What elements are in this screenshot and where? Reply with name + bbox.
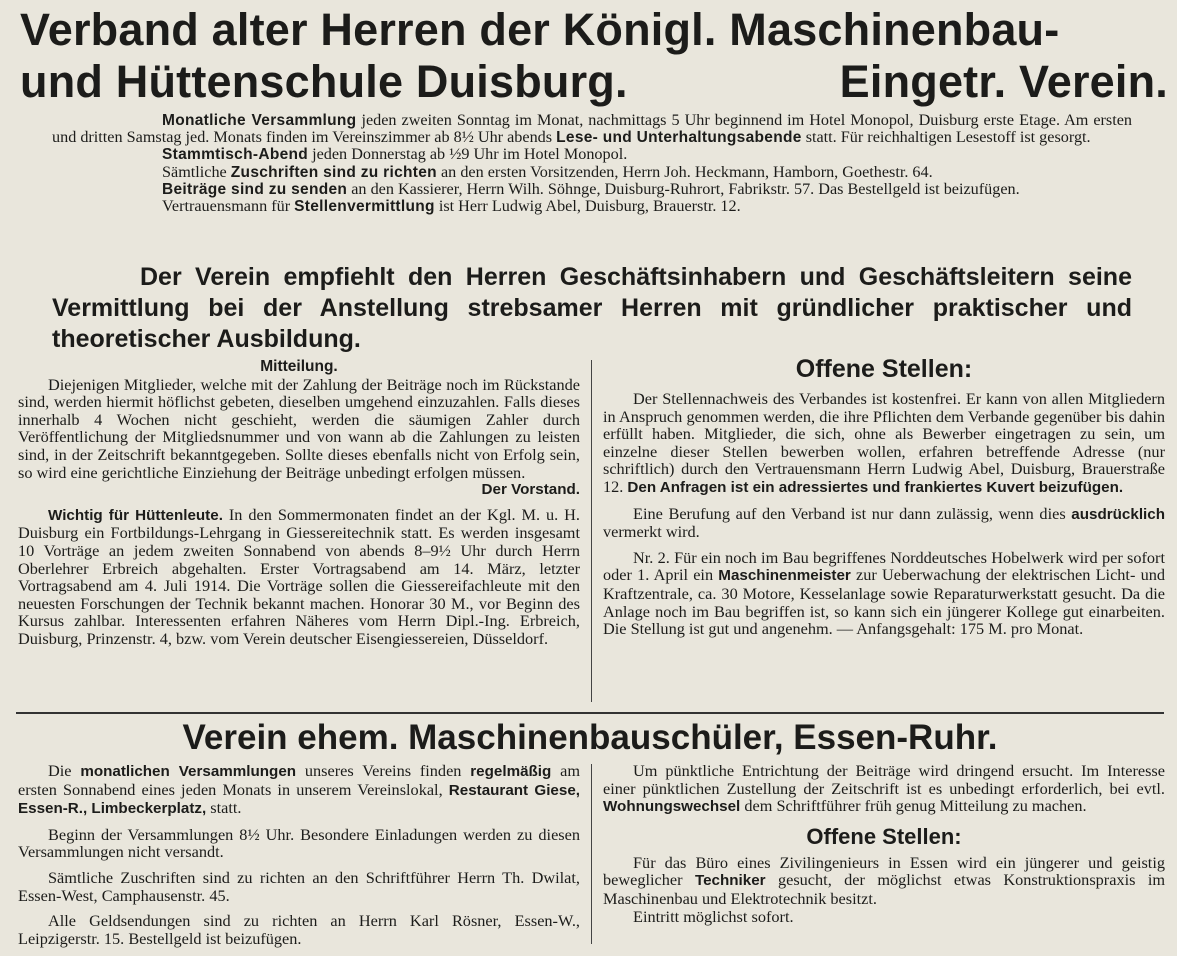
text: Der Stellennachweis des Verbandes ist kostenfrei. Er kann von allen Mitgliedern in Anspruch genommen werden, die ihre Pflichten dem Verbande gegenüber bis dahin erfüllt haben. Mitglieder, die sich, ohne als Bewerber eingetragen zu sein, um einzelne dieser Stellen bewerben wollen, erfahren betreffende Adresse (nur schriftlich) durch den Vertrauensmann Herrn Ludwig Abel, Duisburg, Brauerstraße 12. (603, 389, 1165, 496)
section2-correspondence-paragraph: Sämtliche Zuschriften sind zu richten an den Schriftführer Herrn Th. Dwilat, Essen-West, Camphausenstr. 45. (18, 867, 580, 905)
section2-dues-paragraph (603, 762, 1165, 816)
text: an den ersten Vorsitzenden, Herrn Joh. Heckmann, Hamborn, Goethestr. 64. (436, 162, 933, 181)
job-listing-2 (603, 549, 1165, 638)
signature: Der Vorstand. (481, 481, 580, 499)
title-line-2 (20, 56, 1168, 108)
section2-left-column (18, 762, 580, 947)
text: statt. (206, 798, 242, 818)
recommendation-banner (52, 262, 1132, 355)
bold-text: Lese- und Unterhaltungsabende (556, 129, 802, 147)
positions-intro-paragraph (603, 390, 1165, 497)
text: dem Schriftführer früh genug Mitteilung zu machen. (740, 796, 1087, 816)
right-column (603, 354, 1165, 638)
bold-text: Wohnungswechsel (603, 798, 741, 816)
bold-text: Stellenvermittlung (294, 198, 435, 216)
bold-text: Maschinenmeister (718, 567, 851, 585)
column-divider (591, 360, 592, 702)
section2-start-paragraph: Beginn der Versammlungen 8½ Uhr. Besondere Einladungen werden zu diesen Versammlungen nicht versandt. (18, 824, 580, 862)
title-line-2-right: Eingetr. Verein. (839, 56, 1168, 107)
open-positions-title: Offene Stellen: (795, 355, 973, 383)
section2-payment-paragraph: Alle Geldsendungen sind zu richten an Herrn Karl Rösner, Essen-W., Leipzigerstr. 15. Bestellgeld ist beizufügen. (18, 911, 580, 948)
text: Vertrauensmann für (162, 197, 295, 216)
intro-block (52, 112, 1132, 215)
text: jeden Donnerstag ab ½9 Uhr im Hotel Monopol. (308, 145, 628, 164)
text: ist Herr Ludwig Abel, Duisburg, Brauerstr. 12. (434, 197, 741, 216)
intro-paragraph-stammtisch (52, 146, 1132, 163)
section-divider (16, 712, 1164, 714)
text: Um pünktliche Entrichtung der Beiträge wird dringend ersucht. Im Interesse einer pünktlichen Zustellung der Zeitschrift ist es unbedingt erforderlich, bei evtl. (603, 761, 1165, 798)
text: gesucht, der möglichst etwas Konstruktionspraxis im Maschinenbau und Elektrotechnik besitzt. (603, 870, 1166, 908)
intro-paragraph-dues (52, 181, 1132, 198)
text: jeden zweiten Sonntag im Monat, nachmittags 5 Uhr beginnend im Hotel Monopol, Duisburg erste Etage. Am ersten und dritten Samstag jed. Monats finden im Vereinszimmer ab 8½ Uhr abends (52, 111, 1133, 147)
text: In den Sommermonaten findet an der Kgl. M. u. H. Duisburg ein Fortbildungs-Lehrgang in Giessereitechnik statt. Es werden insgesamt 10 Vorträge an jedem zweiten Sonnabend von abends 8–9½ Uhr durch Herrn Oberlehrer Erbreich abgehalten. Erster Vortragsabend am 14. März, letzter Vortragsabend am 4. Juli 1914. Die Vorträge sollen die Giessereifachleute mit den neuesten Forschungen der Technik bekannt machen. Honorar 30 M., vor Beginn des Kursus zahlbar. Interessenten erfahren Näheres vom Herrn Dipl.-Ing. Erbreich, Duisburg, Prinzenstr. 4, bzw. vom Verein deutscher Eisengiessereien, Düsseldorf. (18, 504, 581, 648)
association-title (20, 4, 1168, 108)
section2-title: Verein ehem. Maschinenbauschüler, Essen-Ruhr. (182, 718, 998, 757)
bold-text: Monatliche Versammlung (162, 112, 357, 129)
text: Nr. 2. Für ein noch im Bau begriffenes Norddeutsches Hobelwerk wird per sofort oder 1. April ein (603, 547, 1165, 585)
bold-text: monatlichen Versammlungen (80, 763, 297, 780)
text: Für das Büro eines Zivilingenieurs in Essen wird ein jüngerer und geistig beweglicher (603, 852, 1165, 890)
positions-note-paragraph (603, 505, 1165, 541)
bold-text: Zuschriften sind zu richten (230, 163, 437, 181)
recommendation-text: Der Verein empfiehlt den Herren Geschäftsinhabern und Geschäftsleitern seine Vermittlung bei der Anstellung strebsamer Herren mit gründlicher praktischer und theoretischer Ausbildung. (52, 263, 1132, 353)
section2-job-listing (603, 854, 1165, 908)
bold-text: Beiträge sind zu senden (162, 180, 348, 198)
text: Die (48, 761, 81, 780)
text: unseres Vereins finden (296, 761, 471, 780)
text: am ersten Sonnabend eines jeden Monats in unserem Vereinslokal, (18, 761, 580, 799)
bold-text: regelmäßig (470, 763, 552, 780)
section2-meetings-paragraph (18, 762, 580, 818)
text: statt. Für reichhaltigen Lesestoff ist gesorgt. (801, 128, 1091, 147)
spacer (603, 816, 1165, 824)
section2-right-column (603, 762, 1165, 925)
text: Eine Berufung auf den Verband ist nur dann zulässig, wenn dies (633, 503, 1072, 523)
title-line-2-left: und Hüttenschule Duisburg. (20, 56, 628, 107)
bold-text: Techniker (694, 872, 766, 890)
mitteilung-paragraph (18, 374, 580, 499)
bold-text: Den Anfragen ist ein adressiertes und frankiertes Kuvert beizufügen. (627, 478, 1124, 496)
bold-text: Restaurant Giese, Essen-R., Limbeckerplatz, (18, 781, 580, 818)
section2-column-divider (591, 764, 592, 944)
intro-paragraph-correspondence (52, 164, 1132, 181)
intro-paragraph-meeting (52, 112, 1132, 146)
text: Diejenigen Mitglieder, welche mit der Zahlung der Beiträge noch im Rückstande sind, werden hiermit höflichst gebeten, dieselben umgehend einzuzahlen. Falls dieses innerhalb 4 Wochen nicht geschieht, werden die säumigen Zahler durch Veröffentlichung der Mitgliedsnummer und von wann ab die Zahlungen zu leisten sind, in der Zeitschrift bekanntgegeben. Sollte dieses ebenfalls nicht von Erfolg sein, so wird eine gerichtliche Einziehung der Beiträge unbedingt erfolgen müssen. (18, 374, 580, 482)
left-column (18, 358, 580, 648)
text: vermerkt wird. (603, 522, 700, 542)
text: Sämtliche (162, 162, 231, 181)
section2-start-date: Eintritt möglichst sofort. (633, 906, 794, 926)
mitteilung-title: Mitteilung. (260, 358, 338, 375)
intro-paragraph-placement (52, 198, 1132, 215)
text: zur Ueberwachung der elektrischen Licht- und Kraftzentrale, ca. 30 Motore, Kesselanlage sowie Reparaturwerkstatt gesucht. Da die Anlage noch im Bau begriffen ist, so kann sich ein jüngerer Kollege gut einarbeiten. Die Stellung ist gut und angenehm. — Anfangsgehalt: 175 M. pro Monat. (603, 565, 1166, 639)
bold-text: Wichtig für Hüttenleute. (48, 506, 223, 524)
section2-open-positions-title: Offene Stellen: (806, 823, 962, 849)
text: an den Kassierer, Herrn Wilh. Söhnge, Duisburg-Ruhrort, Fabrikstr. 57. Das Bestellgeld ist beizufügen. (347, 179, 1020, 198)
bold-text: ausdrücklich (1071, 505, 1165, 523)
bold-text: Stammtisch-Abend (162, 146, 309, 164)
title-line-1: Verband alter Herren der Königl. Maschinenbau- (20, 4, 1060, 55)
wichtig-paragraph (18, 506, 580, 648)
